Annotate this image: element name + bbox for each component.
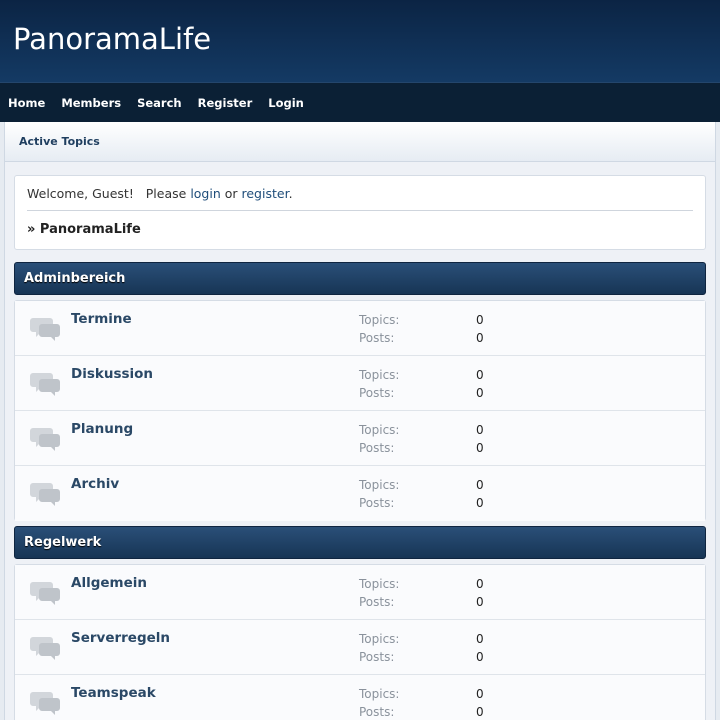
board-row bbox=[15, 675, 705, 720]
posts-label: Posts: bbox=[359, 705, 395, 719]
active-topics-link[interactable]: Active Topics bbox=[19, 135, 100, 148]
posts-label: Posts: bbox=[359, 650, 395, 664]
topics-label: Topics: bbox=[359, 577, 400, 591]
topics-label: Topics: bbox=[359, 368, 400, 382]
welcome-prefix: Welcome, Guest! Please bbox=[27, 186, 191, 201]
main-nav bbox=[0, 82, 720, 122]
register-link[interactable]: register bbox=[241, 186, 289, 201]
board-list-adminbereich bbox=[14, 300, 706, 521]
speech-bubbles-icon bbox=[30, 424, 62, 452]
topics-count: 0 bbox=[476, 687, 484, 701]
board-row bbox=[15, 356, 705, 411]
topics-label: Topics: bbox=[359, 423, 400, 437]
topics-count: 0 bbox=[476, 478, 484, 492]
speech-bubbles-icon bbox=[30, 578, 62, 606]
posts-label: Posts: bbox=[359, 331, 395, 345]
content-wrapper bbox=[4, 122, 716, 720]
category-header-regelwerk bbox=[14, 526, 706, 559]
category-header-adminbereich bbox=[14, 262, 706, 295]
posts-count: 0 bbox=[476, 650, 484, 664]
topics-label: Topics: bbox=[359, 313, 400, 327]
login-link[interactable]: login bbox=[190, 186, 221, 201]
posts-label: Posts: bbox=[359, 595, 395, 609]
nav-search[interactable]: Search bbox=[137, 95, 182, 110]
speech-bubbles-icon bbox=[30, 633, 62, 661]
speech-bubbles-icon bbox=[30, 479, 62, 507]
welcome-box bbox=[14, 175, 706, 250]
welcome-middle: or bbox=[220, 186, 242, 201]
board-name[interactable]: Planung bbox=[71, 421, 134, 437]
board-row bbox=[15, 466, 705, 521]
nav-home[interactable]: Home bbox=[8, 95, 46, 110]
speech-bubbles-icon bbox=[30, 688, 62, 716]
sub-nav bbox=[5, 122, 715, 162]
welcome-suffix: . bbox=[288, 186, 293, 201]
speech-bubbles-icon bbox=[30, 314, 62, 342]
topics-count: 0 bbox=[476, 368, 484, 382]
nav-register[interactable]: Register bbox=[197, 95, 253, 110]
category-title[interactable]: Regelwerk bbox=[24, 535, 102, 550]
board-row bbox=[15, 411, 705, 466]
posts-count: 0 bbox=[476, 496, 484, 510]
welcome-message bbox=[27, 176, 693, 211]
nav-login[interactable]: Login bbox=[268, 95, 304, 110]
posts-label: Posts: bbox=[359, 386, 395, 400]
posts-count: 0 bbox=[476, 705, 484, 719]
board-row bbox=[15, 301, 705, 356]
board-row bbox=[15, 565, 705, 620]
posts-label: Posts: bbox=[359, 496, 395, 510]
board-name[interactable]: Serverregeln bbox=[71, 630, 171, 646]
posts-count: 0 bbox=[476, 595, 484, 609]
topics-label: Topics: bbox=[359, 687, 400, 701]
site-header bbox=[0, 0, 720, 82]
site-title[interactable]: PanoramaLife bbox=[13, 22, 212, 56]
posts-count: 0 bbox=[476, 441, 484, 455]
posts-label: Posts: bbox=[359, 441, 395, 455]
board-name[interactable]: Teamspeak bbox=[71, 685, 156, 701]
board-row bbox=[15, 620, 705, 675]
topics-label: Topics: bbox=[359, 478, 400, 492]
board-name[interactable]: Archiv bbox=[71, 476, 120, 492]
category-title[interactable]: Adminbereich bbox=[24, 271, 126, 286]
topics-count: 0 bbox=[476, 423, 484, 437]
board-name[interactable]: Allgemein bbox=[71, 575, 147, 591]
board-name[interactable]: Termine bbox=[71, 311, 132, 327]
board-name[interactable]: Diskussion bbox=[71, 366, 154, 382]
topics-label: Topics: bbox=[359, 632, 400, 646]
topics-count: 0 bbox=[476, 577, 484, 591]
posts-count: 0 bbox=[476, 331, 484, 345]
speech-bubbles-icon bbox=[30, 369, 62, 397]
topics-count: 0 bbox=[476, 313, 484, 327]
topics-count: 0 bbox=[476, 632, 484, 646]
nav-members[interactable]: Members bbox=[61, 95, 122, 110]
breadcrumb[interactable]: » PanoramaLife bbox=[27, 222, 141, 237]
posts-count: 0 bbox=[476, 386, 484, 400]
board-list-regelwerk bbox=[14, 564, 706, 720]
